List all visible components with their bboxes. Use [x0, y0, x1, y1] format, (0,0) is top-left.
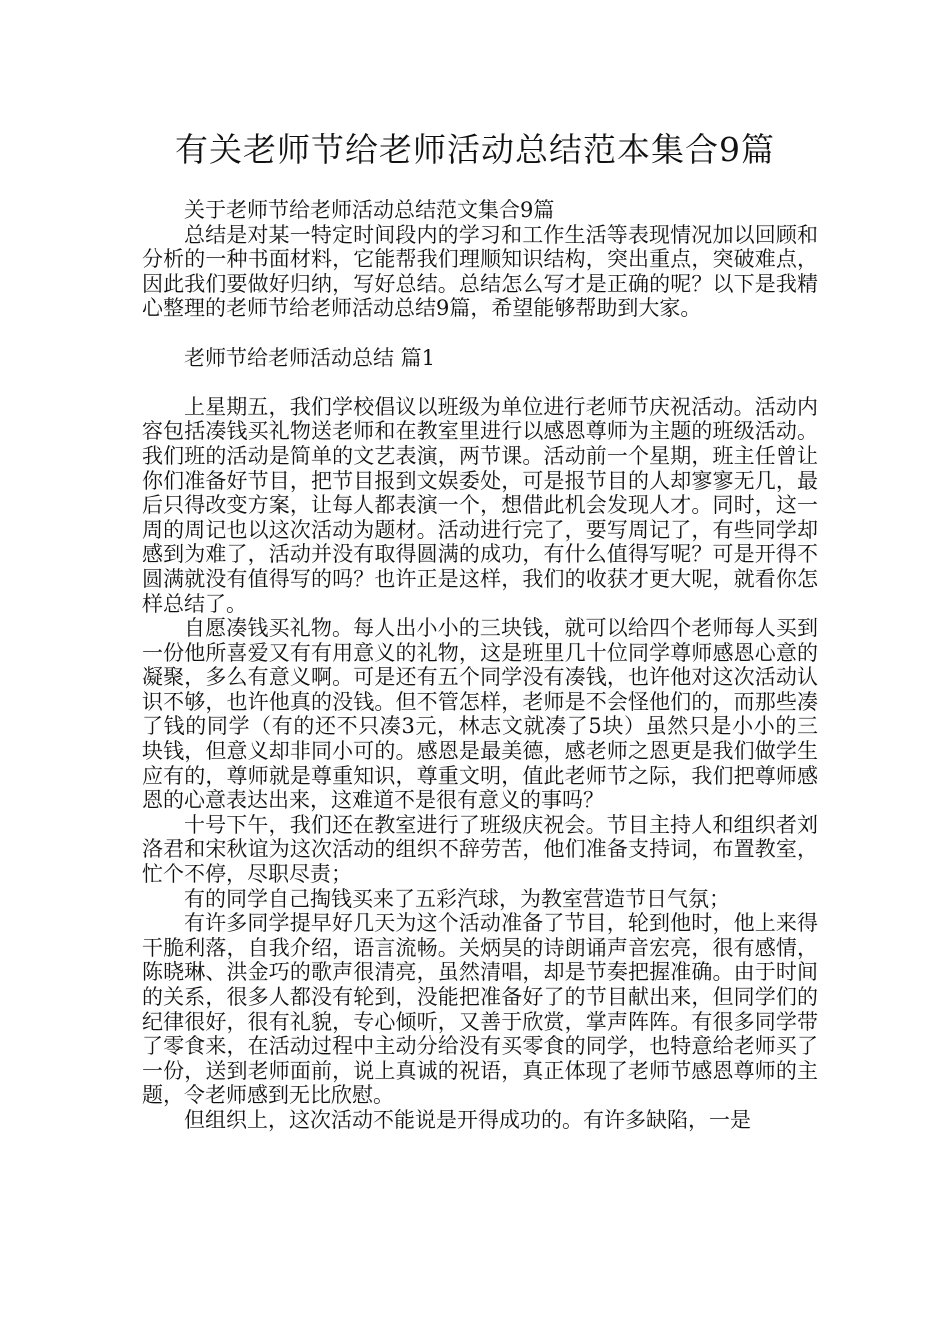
section-heading: 老师节给老师活动总结 篇1: [184, 345, 436, 370]
intro-paragraph: 总结是对某一特定时间段内的学习和工作生活等表现情况加以回顾和分析的一种书面材料，它能帮我们理顺知识结构，突出重点，突破难点，因此我们要做好归纳，写好总结。总结怎么写才是正确的呢？以下是我精心整理的老师节给老师活动总结9篇，希望能够帮助到大家。: [142, 222, 818, 321]
body-paragraph: 上星期五，我们学校倡议以班级为单位进行老师节庆祝活动。活动内容包括凑钱买礼物送老师和在教室里进行以感恩尊师为主题的班级活动。我们班的活动是简单的文艺表演，两节课。活动前一个星期，班主任曾让你们准备好节目，把节目报到文娱委处，可是报节目的人却寥寥无几，最后只得改变方案，让每人都表演一个，想借此机会发现人才。同时，这一周的周记也以这次活动为题材。活动进行完了，要写周记了，有些同学却感到为难了，活动并没有取得圆满的成功，有什么值得写呢？可是开得不圆满就没有值得写的吗？也许正是这样，我们的收获才更大呢，就看你怎样总结了。: [142, 394, 818, 616]
body-paragraph: 自愿凑钱买礼物。每人出小小的三块钱，就可以给四个老师每人买到一份他所喜爱又有有用意义的礼物，这是班里几十位同学尊师感恩心意的凝聚，多么有意义啊。可是还有五个同学没有凑钱，也许他对这次活动认识不够，也许他真的没钱。但不管怎样，老师是不会怪他们的，而那些凑了钱的同学（有的还不只凑3元，林志文就凑了5块）虽然只是小小的三块钱，但意义却非同小可的。感恩是最美德，感老师之恩更是我们做学生应有的，尊师就是尊重知识，尊重文明，值此老师节之际，我们把尊师感恩的心意表达出来，这难道不是很有意义的事吗？: [142, 616, 818, 813]
paragraph-gap: [142, 370, 818, 395]
subtitle-paragraph: 关于老师节给老师活动总结范文集合9篇: [184, 198, 555, 222]
document-title: 有关老师节给老师活动总结范本集合9篇: [175, 130, 775, 169]
body-paragraph: 但组织上，这次活动不能说是开得成功的。有许多缺陷，一是: [184, 1107, 751, 1132]
body-paragraph: 有许多同学提早好几天为这个活动准备了节目，轮到他时，他上来得干脆利落，自我介绍，语言流畅。关炳昊的诗朗诵声音宏亮，很有感情，陈晓琳、洪金巧的歌声很清亮，虽然清唱，却是节奏把握准确。由于时间的关系，很多人都没有轮到，没能把准备好了的节目献出来，但同学们的纪律很好，很有礼貌，专心倾听，又善于欣赏，掌声阵阵。有很多同学带了零食来，在活动过程中主动分给没有买零食的同学，也特意给老师买了一份，送到老师面前，说上真诚的祝语，真正体现了老师节感恩尊师的主题，令老师感到无比欣慰。: [142, 911, 818, 1108]
paragraph-gap: [142, 321, 818, 346]
document-body: [142, 198, 818, 1133]
body-paragraph: 有的同学自己掏钱买来了五彩汽球，为教室营造节日气氛；: [184, 886, 730, 911]
body-paragraph: 十号下午，我们还在教室进行了班级庆祝会。节目主持人和组织者刘洛君和宋秋谊为这次活动的组织不辞劳苦，他们准备支持词，布置教室，忙个不停，尽职尽责；: [142, 812, 818, 887]
